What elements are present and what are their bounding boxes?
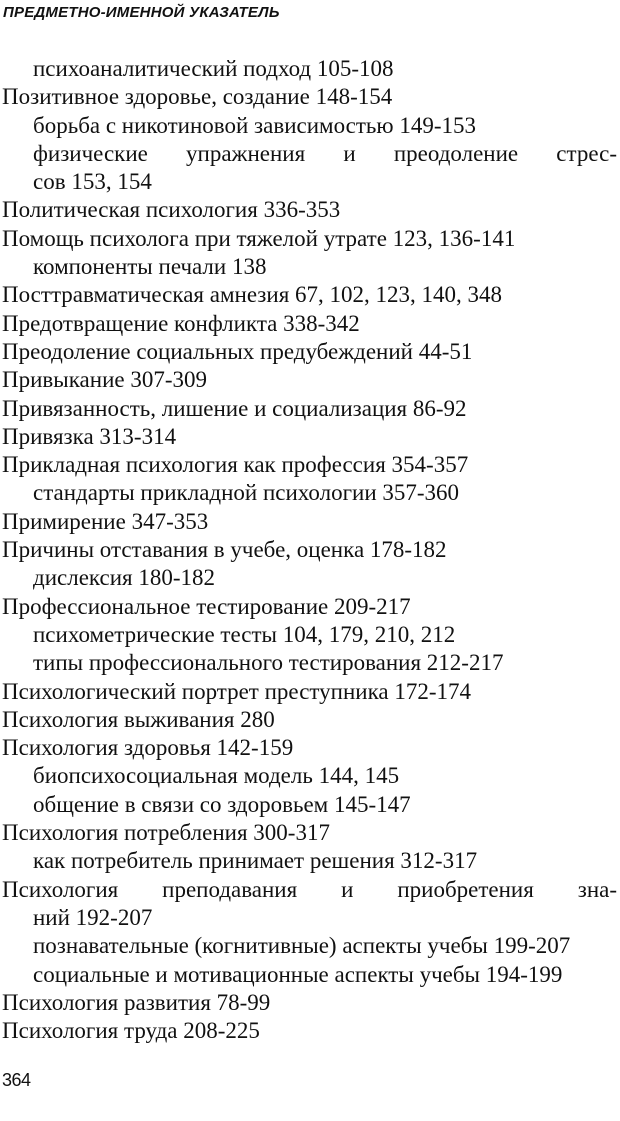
index-entry: Политическая психология 336-353 <box>2 197 341 223</box>
index-entry: Психология потребления 300-317 <box>2 820 330 846</box>
index-subentry: как потребитель принимает решения 312-317 <box>33 848 478 874</box>
index-entry: Прикладная психология как профессия 354-357 <box>2 452 469 478</box>
index-subentry: психометрические тесты 104, 179, 210, 212 <box>33 621 456 647</box>
index-entry: Психология преподавания и приобретения зна- <box>2 876 617 902</box>
index-subentry: познавательные (когнитивные) аспекты учебы 199-207 <box>33 933 571 959</box>
index-subentry: дислексия 180-182 <box>33 565 216 591</box>
index-entry: Психологический портрет преступника 172-174 <box>2 678 472 704</box>
index-subentry: типы профессионального тестирования 212-217 <box>33 650 504 676</box>
index-continuation: сов 153, 154 <box>33 169 152 195</box>
index-entry: Предотвращение конфликта 338-342 <box>2 310 360 336</box>
index-entry: Психология труда 208-225 <box>2 1018 260 1044</box>
index-list <box>0 55 620 1045</box>
index-entry: Позитивное здоровье, создание 148-154 <box>2 84 393 110</box>
index-entry: Психология развития 78-99 <box>2 989 271 1015</box>
page-number: 364 <box>2 1070 31 1090</box>
index-subentry: биопсихосоциальная модель 144, 145 <box>33 763 400 789</box>
index-subentry: физические упражнения и преодоление стрес- <box>33 140 617 166</box>
index-continuation: ний 192-207 <box>33 904 153 930</box>
running-head: ПРЕДМЕТНО-ИМЕННОЙ УКАЗАТЕЛЬ <box>3 4 280 21</box>
index-subentry: борьба с никотиновой зависимостью 149-153 <box>33 112 477 138</box>
index-entry: Привязка 313-314 <box>2 423 177 449</box>
index-entry: Привязанность, лишение и социализация 86-92 <box>2 395 467 421</box>
index-entry: Привыкание 307-309 <box>2 367 208 393</box>
index-subentry: компоненты печали 138 <box>33 254 267 280</box>
index-entry: Посттравматическая амнезия 67, 102, 123, 140, 348 <box>2 282 503 308</box>
index-entry: Преодоление социальных предубеждений 44-51 <box>2 338 473 364</box>
index-entry: Причины отставания в учебе, оценка 178-182 <box>2 537 447 563</box>
index-entry: Психология здоровья 142-159 <box>2 735 294 761</box>
index-subentry: психоаналитический подход 105-108 <box>33 56 394 81</box>
index-entry: Помощь психолога при тяжелой утрате 123, 136-141 <box>2 225 516 251</box>
index-subentry: общение в связи со здоровьем 145-147 <box>33 791 411 817</box>
index-entry: Примирение 347-353 <box>2 508 209 534</box>
index-subentry: социальные и мотивационные аспекты учебы 194-199 <box>33 961 563 987</box>
index-subentry: стандарты прикладной психологии 357-360 <box>33 480 460 506</box>
index-entry: Психология выживания 280 <box>2 706 275 732</box>
index-entry: Профессиональное тестирование 209-217 <box>2 593 411 619</box>
